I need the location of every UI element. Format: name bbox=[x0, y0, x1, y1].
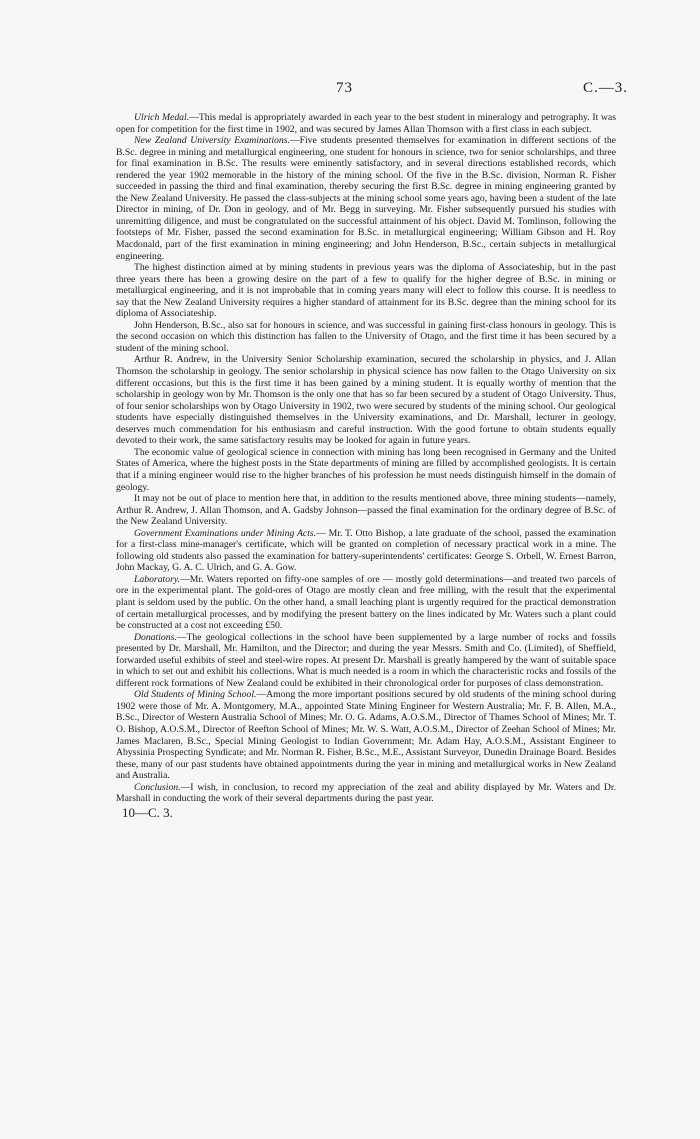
paragraph-heading: Laboratory. bbox=[134, 573, 181, 585]
paragraph-heading: Old Students of Mining School. bbox=[134, 689, 257, 701]
paragraph-henderson-honours bbox=[116, 320, 616, 355]
paragraph-heading: New Zealand University Examinations. bbox=[134, 135, 290, 147]
paragraph-text: Arthur R. Andrew, in the University Senior Scholarship examination, secured the scholarship in physics, and J. Allan Thomson the scholarship in geology. The senior scholarship in physical science has now fallen to the Otago University on six different occasions, but this is the first time it has been gained by a mining student. It is equally worthy of mention that the scholarship in geology won by Mr. Thomson is the only one that has so far been secured by a student of Otago University. Thus, of four senior scholarships won by Otago University in 1902, two were secured by students of the mining school. Our geological students have especially distinguished themselves in the University examinations, and Dr. Marshall, lecturer in geology, deserves much commendation for his enthusiasm and careful instruction. With the good fortune to obtain students equally devoted to their work, the same satisfactory results may be looked for again in future years. bbox=[116, 354, 616, 447]
paragraph-text: —I wish, in conclusion, to record my appreciation of the zeal and ability displayed by Mr. Waters and Dr. Marshall in conducting the work of their several departments during the past year. bbox=[116, 781, 616, 805]
footer-signature: 10—C. 3. bbox=[122, 804, 173, 820]
paragraph-text: —This medal is appropriately awarded in each year to the best student in mineralogy and petrography. It was open for competition for the first time in 1902, and was secured by James Allan Thomson with a first class in each subject. bbox=[116, 112, 616, 135]
paragraph-senior-scholarships bbox=[116, 354, 616, 446]
paragraph-text: The highest distinction aimed at by mining students in previous years was the diploma of Associateship, but in the past three years there has been a growing desire on the part of a few to qualify for the higher degree of B.Sc. in mining or metallurgical engineering, and it is not improbable that in coming years many will elect to follow this course. It is needless to say that the New Zealand University requires a higher standard of attainment for its B.Sc. degree than the mining school for its diploma of Associateship. bbox=[116, 262, 616, 320]
paragraph-donations bbox=[116, 632, 616, 690]
paragraph-ordinary-degree bbox=[116, 493, 616, 528]
paragraph-text: —Mr. Waters reported on fifty-one samples of ore — mostly gold determinations—and treated two parcels of ore in the experimental plant. The gold-ores of Otago are mostly clean and free milling, with the result that the experimental plant is seldom used by the public. On the other hand, a small leaching plant is urgently required for the practical demonstration of certain metallurgical processes, and by modifying the present battery on the lines indicated by Mr. Waters such a plant could be constructed at a cost not exceeding £50. bbox=[116, 573, 616, 632]
paragraph-ulrich-medal bbox=[116, 112, 616, 135]
paragraph-text: The economic value of geological science in connection with mining has long been recognised in Germany and the United States of America, where the highest posts in the State departments of mining are filled by accomplished geologists. It is certain that if a mining engineer would rise to the higher branches of his profession he must needs distinguish himself in the domain of geology. bbox=[116, 446, 616, 493]
paragraph-heading: Donations. bbox=[134, 631, 177, 643]
paragraph-text: —The geological collections in the school have been supplemented by a large number of rocks and fossils presented by Dr. Marshall, Mr. Hamilton, and the Director; and during the year Messrs. Smith and Co. (Limited), of Sheffield, forwarded useful exhibits of steel and steel-wire ropes. At present Dr. Marshall is greatly hampered by the want of suitable space in which to set out and exhibit his collections. What is much needed is a room in which the characteristic rocks and fossils of the different rock formations of New Zealand could be exhibited in their chronological order for purposes of class demonstration. bbox=[116, 631, 616, 689]
paragraph-text: — Mr. T. Otto Bishop, a late graduate of the school, passed the examination for a first-class mine-manager's certificate, which will be granted on completion of necessary practical work in a mine. The following old students also passed the examination for battery-superintendents' certificates: George S. Orbell, W. Ernest Barron, John Mackay, G. A. C. Ulrich, and G. A. Gow. bbox=[116, 527, 616, 574]
paragraph-conclusion bbox=[116, 782, 616, 805]
paragraph-heading: Conclusion. bbox=[134, 781, 181, 793]
paragraph-text: —Among the more important positions secured by old students of the mining school during 1902 were those of Mr. A. Montgomery, M.A., appointed State Mining Engineer for Western Australia; Mr. F. B. Allen, M.A., B.Sc., Director of Western Australia School of Mines; Mr. O. G. Adams, A.O.S.M., Director of Thames School of Mines; Mr. T. O. Bishop, A.O.S.M., Director of Reefton School of Mines; Mr. W. S. Watt, A.O.S.M., Director of Zeehan School of Mines; Mr. James Maclaren, B.Sc., Special Mining Geologist to Indian Government; Mr. Adam Hay, A.O.S.M., Assistant Engineer to Abyssinia Prospecting Syndicate; and Mr. Norman R. Fisher, B.Sc., M.E., Assistant Surveyor, Dunedin Drainage Board. Besides these, many of our past students have obtained appointments during the year in mining and metallurgical works in New Zealand and Australia. bbox=[116, 689, 616, 782]
paragraph-text: John Henderson, B.Sc., also sat for honours in science, and was successful in gaining first-class honours in geology. This is the second occasion on which this distinction has fallen to the University of Otago, and the first time it has been secured by a student of the mining school. bbox=[116, 319, 616, 354]
paragraph-text: It may not be out of place to mention here that, in addition to the results mentioned above, three mining students—namely, Arthur R. Andrew, J. Allan Thomson, and A. Gadsby Johnson—passed the final examination for the ordinary degree of B.Sc. of the New Zealand University. bbox=[116, 493, 616, 528]
paragraph-government-examinations bbox=[116, 528, 616, 574]
paragraph-text: —Five students presented themselves for examination in different sections of the B.Sc. degree in mining and metallurgical engineering, one student for honours in science, two for senior scholarships, and three for final examination in B.Sc. The results were eminently satisfactory, and in several directions established records, which rendered the year 1902 memorable in the history of the mining school. Of the five in the B.Sc. division, Norman R. Fisher succeeded in passing the third and final examination, thereby securing the first B.Sc. degree in mining engineering granted by the New Zealand University. He passed the class-subjects at the mining school some years ago, having been a student of the late Director in mining, of Dr. Don in geology, and of Mr. Begg in surveying. Mr. Fisher subsequently pursued his studies with unremitting diligence, and must be congratulated on the successful attainment of his object. David M. Tomlinson, following the footsteps of Mr. Fisher, passed the second examination for B.Sc. in metallurgical engineering; William Gibson and H. Roy Macdonald, part of the first examination in mining engineering; and John Henderson, B.Sc., certain subjects in metallurgical engineering. bbox=[116, 135, 616, 262]
paragraph-heading: Government Examinations under Mining Acts. bbox=[134, 527, 317, 539]
paragraph-old-students bbox=[116, 689, 616, 781]
body-text bbox=[116, 112, 616, 820]
page-number: 73 bbox=[336, 80, 353, 96]
paragraph-laboratory bbox=[116, 574, 616, 632]
paragraph-highest-distinction bbox=[116, 262, 616, 320]
document-reference: C.—3. bbox=[582, 80, 628, 96]
paragraph-university-examinations bbox=[116, 135, 616, 262]
paragraph-geological-science bbox=[116, 447, 616, 493]
paragraph-heading: Ulrich Medal. bbox=[134, 112, 190, 123]
